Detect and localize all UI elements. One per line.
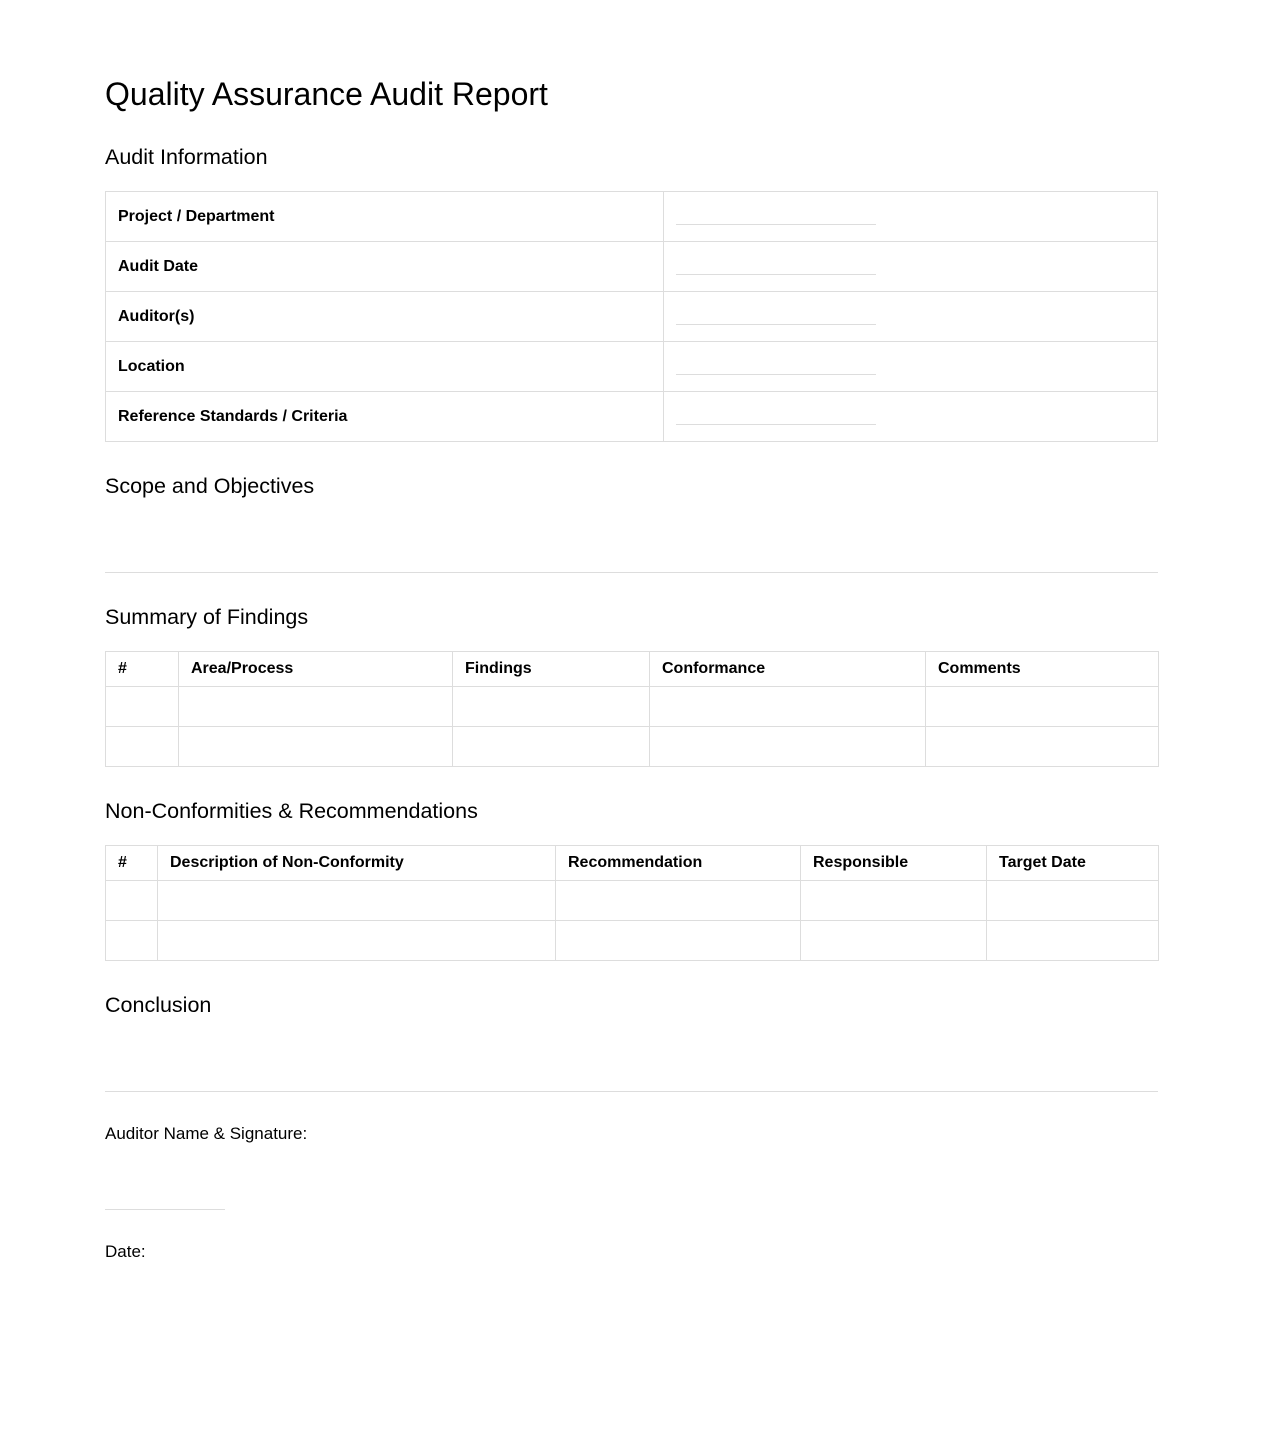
- scope-text-area[interactable]: [105, 510, 1158, 560]
- blank-line: [676, 374, 876, 375]
- column-header-description: Description of Non-Conformity: [158, 846, 556, 881]
- signature-label: Auditor Name & Signature:: [105, 1124, 308, 1143]
- field-value-location[interactable]: [664, 342, 1158, 392]
- date-field[interactable]: [155, 1241, 405, 1263]
- table-cell[interactable]: [987, 881, 1159, 921]
- table-cell[interactable]: [801, 921, 987, 961]
- table-cell[interactable]: [179, 687, 453, 727]
- table-cell[interactable]: [453, 687, 650, 727]
- table-cell[interactable]: [801, 881, 987, 921]
- section-heading-conclusion: Conclusion: [105, 993, 212, 1017]
- table-cell[interactable]: [106, 881, 158, 921]
- blank-line: [676, 424, 876, 425]
- blank-line: [676, 224, 876, 225]
- table-header-row: [106, 652, 1159, 687]
- column-header-findings: Findings: [453, 652, 650, 687]
- column-header-conformance: Conformance: [650, 652, 926, 687]
- table-row: [106, 192, 1158, 242]
- table-row: [106, 727, 1159, 767]
- page-title: Quality Assurance Audit Report: [105, 76, 548, 112]
- column-header-area-process: Area/Process: [179, 652, 453, 687]
- divider: [105, 1091, 1158, 1092]
- table-cell[interactable]: [158, 921, 556, 961]
- table-cell[interactable]: [106, 921, 158, 961]
- table-row: [106, 687, 1159, 727]
- field-value-audit-date[interactable]: [664, 242, 1158, 292]
- table-row: [106, 921, 1159, 961]
- field-label-project-department: Project / Department: [106, 192, 664, 242]
- section-heading-findings: Summary of Findings: [105, 605, 309, 629]
- table-cell[interactable]: [650, 727, 926, 767]
- table-row: [106, 242, 1158, 292]
- signature-field[interactable]: [105, 1150, 405, 1205]
- table-cell[interactable]: [926, 727, 1159, 767]
- column-header-responsible: Responsible: [801, 846, 987, 881]
- table-cell[interactable]: [453, 727, 650, 767]
- field-label-auditors: Auditor(s): [106, 292, 664, 342]
- table-cell[interactable]: [556, 881, 801, 921]
- signature-line: [105, 1209, 225, 1210]
- findings-table: [105, 651, 1159, 767]
- date-label: Date:: [105, 1242, 146, 1261]
- table-cell[interactable]: [106, 727, 179, 767]
- section-heading-scope: Scope and Objectives: [105, 474, 315, 498]
- field-label-audit-date: Audit Date: [106, 242, 664, 292]
- table-cell[interactable]: [926, 687, 1159, 727]
- blank-line: [676, 324, 876, 325]
- table-row: [106, 881, 1159, 921]
- field-label-location: Location: [106, 342, 664, 392]
- table-cell[interactable]: [987, 921, 1159, 961]
- field-label-reference-standards: Reference Standards / Criteria: [106, 392, 664, 442]
- audit-information-table: [105, 191, 1158, 442]
- field-value-auditors[interactable]: [664, 292, 1158, 342]
- table-cell[interactable]: [106, 687, 179, 727]
- table-cell[interactable]: [158, 881, 556, 921]
- divider: [105, 572, 1158, 573]
- table-cell[interactable]: [556, 921, 801, 961]
- field-value-project-department[interactable]: [664, 192, 1158, 242]
- section-heading-non-conformities: Non-Conformities & Recommendations: [105, 799, 478, 823]
- table-row: [106, 392, 1158, 442]
- table-cell[interactable]: [650, 687, 926, 727]
- column-header-number: #: [106, 652, 179, 687]
- non-conformities-table: [105, 845, 1159, 961]
- table-cell[interactable]: [179, 727, 453, 767]
- table-row: [106, 342, 1158, 392]
- table-row: [106, 292, 1158, 342]
- table-header-row: [106, 846, 1159, 881]
- column-header-target-date: Target Date: [987, 846, 1159, 881]
- blank-line: [676, 274, 876, 275]
- column-header-comments: Comments: [926, 652, 1159, 687]
- column-header-recommendation: Recommendation: [556, 846, 801, 881]
- field-value-reference-standards[interactable]: [664, 392, 1158, 442]
- conclusion-text-area[interactable]: [105, 1030, 1158, 1080]
- section-heading-audit-information: Audit Information: [105, 145, 268, 169]
- column-header-number: #: [106, 846, 158, 881]
